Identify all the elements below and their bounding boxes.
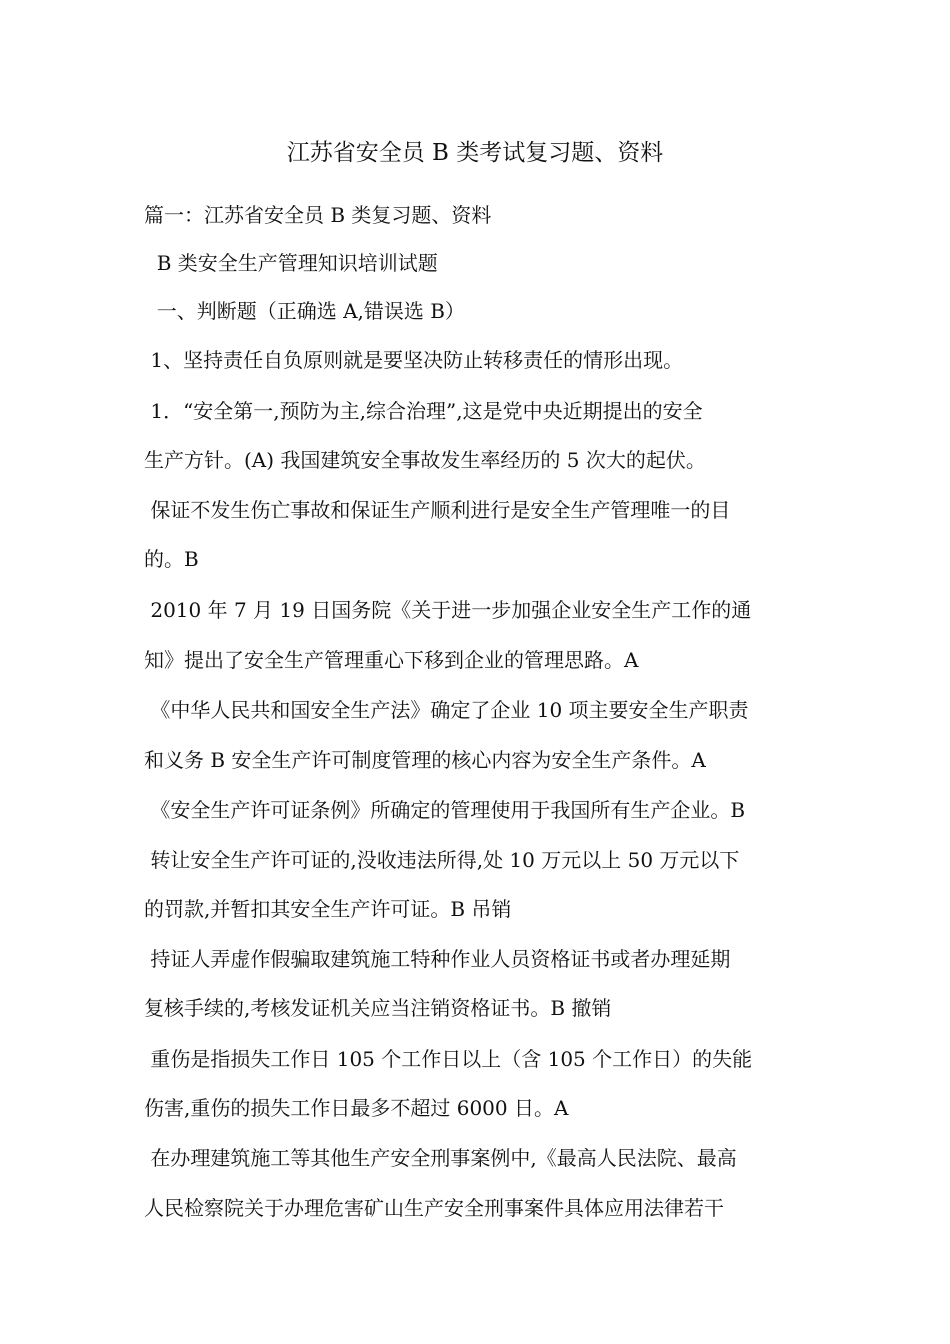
paragraph-line: 2010 年 7 月 19 日国务院《关于进一步加强企业安全生产工作的通 <box>144 598 752 622</box>
paragraph-line: 在办理建筑施工等其他生产安全刑事案例中,《最高人民法院、最高 <box>144 1146 737 1170</box>
paragraph-line: 持证人弄虚作假骗取建筑施工特种作业人员资格证书或者办理延期 <box>144 947 731 971</box>
paragraph-line: 复核手续的,考核发证机关应当注销资格证书。B 撤销 <box>144 996 612 1020</box>
paragraph-line: 人民检察院关于办理危害矿山生产安全刑事案件具体应用法律若干 <box>144 1196 724 1220</box>
heading-part-one: 篇一：江苏省安全员 B 类复习题、资料 <box>144 203 492 227</box>
paragraph-line: 转让安全生产许可证的,没收违法所得,处 10 万元以上 50 万元以下 <box>144 848 740 872</box>
paragraph-line: 生产方针。(A) 我国建筑安全事故发生率经历的 5 次大的起伏。 <box>144 448 706 472</box>
section-heading-judgment: 一、判断题（正确选 A,错误选 B） <box>144 299 465 323</box>
paragraph-line: 1．“安全第一,预防为主,综合治理”,这是党中央近期提出的安全 <box>144 399 703 423</box>
paragraph-line: 和义务 B 安全生产许可制度管理的核心内容为安全生产条件。A <box>144 748 706 772</box>
document-title: 江苏省安全员 B 类考试复习题、资料 <box>286 140 664 166</box>
paragraph-line: 知》提出了安全生产管理重心下移到企业的管理思路。A <box>144 648 639 672</box>
paragraph-line: 1、坚持责任自负原则就是要坚决防止转移责任的情形出现。 <box>144 348 684 372</box>
paragraph-line: 重伤是指损失工作日 105 个工作日以上（含 105 个工作日）的失能 <box>144 1047 753 1071</box>
paragraph-line: 保证不发生伤亡事故和保证生产顺利进行是安全生产管理唯一的目 <box>144 498 731 522</box>
paragraph-line: 《安全生产许可证条例》所确定的管理使用于我国所有生产企业。B <box>144 798 746 822</box>
paragraph-line: 伤害,重伤的损失工作日最多不超过 6000 日。A <box>144 1096 569 1120</box>
paragraph-line: 的。B <box>144 547 199 571</box>
subheading-quiz: B 类安全生产管理知识培训试题 <box>144 251 438 275</box>
paragraph-line: 《中华人民共和国安全生产法》确定了企业 10 项主要安全生产职责 <box>144 698 749 722</box>
paragraph-line: 的罚款,并暂扣其安全生产许可证。B 吊销 <box>144 897 512 921</box>
